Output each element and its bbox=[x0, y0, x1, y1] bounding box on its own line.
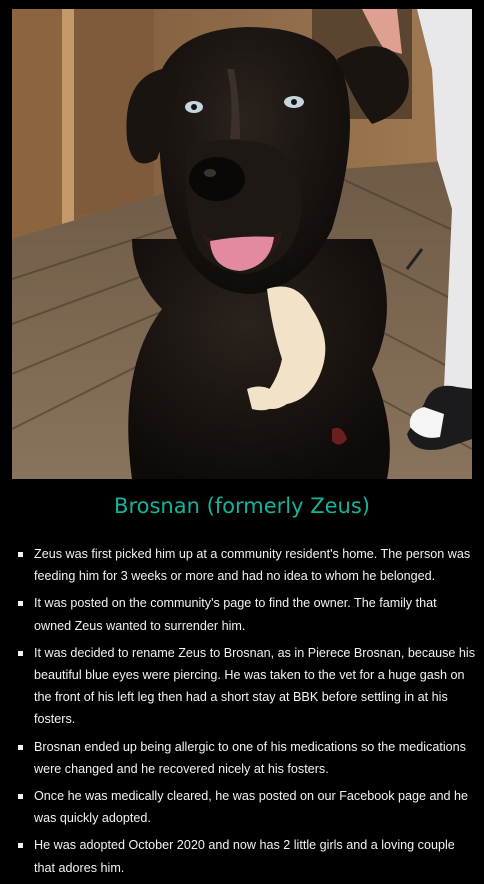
list-item bbox=[14, 785, 476, 829]
bullet-icon bbox=[18, 745, 23, 750]
bullet-icon bbox=[18, 794, 23, 799]
bullet-icon bbox=[18, 651, 23, 656]
list-item bbox=[14, 642, 476, 731]
list-item bbox=[14, 834, 476, 878]
page-title: Brosnan (formerly Zeus) bbox=[114, 494, 370, 518]
bullet-icon bbox=[18, 601, 23, 606]
bullet-icon bbox=[18, 843, 23, 848]
list-item-text: He was adopted October 2020 and now has 2 little girls and a loving couple that adores him. bbox=[34, 838, 455, 875]
list-item-text: Once he was medically cleared, he was posted on our Facebook page and he was quickly adopted. bbox=[34, 789, 469, 826]
story-list bbox=[14, 543, 476, 884]
list-item bbox=[14, 592, 476, 636]
list-item-text: It was decided to rename Zeus to Brosnan, as in Pierece Brosnan, because his beautiful blue eyes were piercing. He was taken to the vet for a huge gash on the front of his left leg then had a short stay at BBK before settling in at his fosters. bbox=[34, 645, 476, 727]
bullet-icon bbox=[18, 552, 23, 557]
list-item-text: It was posted on the community's page to find the owner. The family that owned Zeus wanted to surrender him. bbox=[34, 596, 437, 633]
list-item bbox=[14, 736, 476, 780]
list-item bbox=[14, 543, 476, 587]
list-item-text: Brosnan ended up being allergic to one of his medications so the medications were changed and he recovered nicely at his fosters. bbox=[34, 739, 466, 776]
list-item-text: Zeus was first picked him up at a community resident's home. The person was feeding him for 3 weeks or more and had no idea to whom he belonged. bbox=[34, 547, 471, 584]
dog-photo bbox=[12, 9, 472, 479]
